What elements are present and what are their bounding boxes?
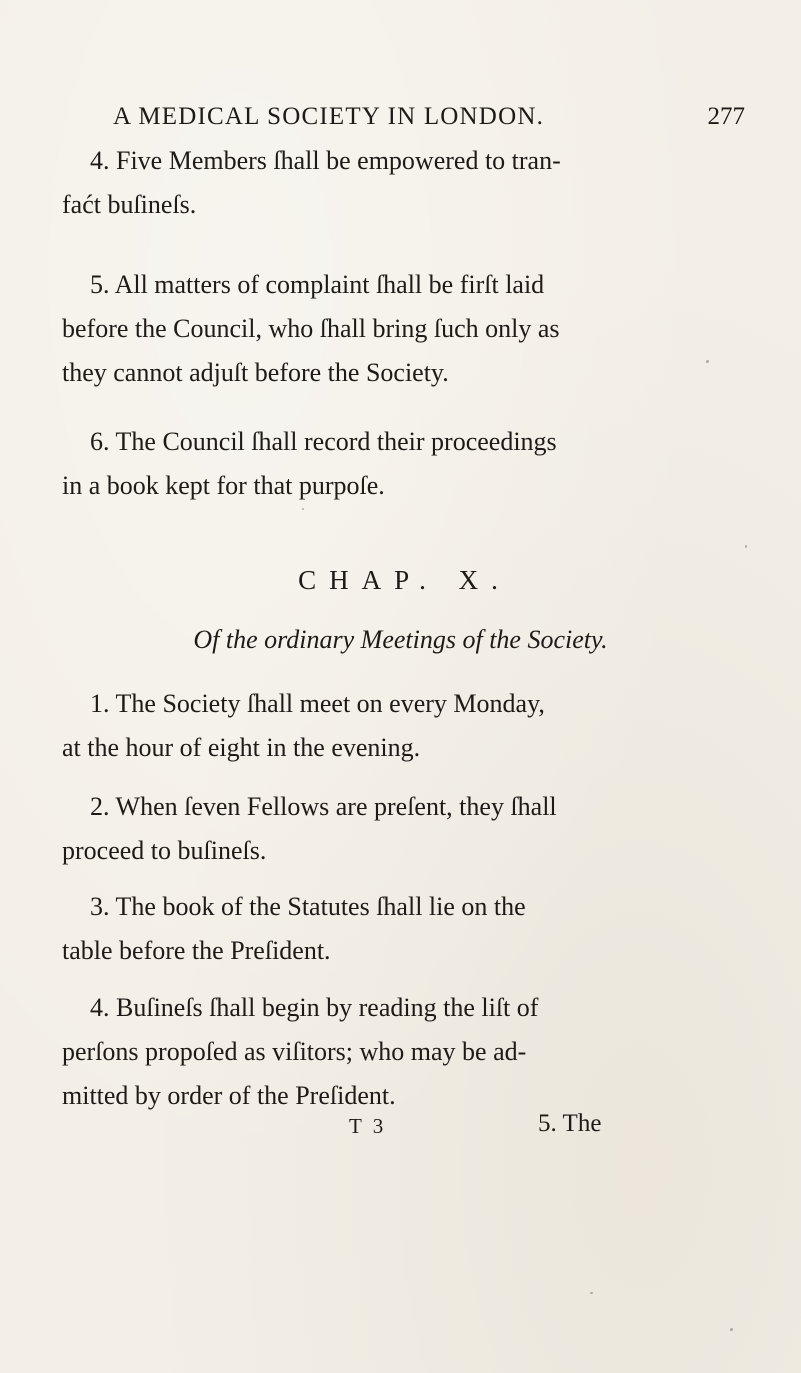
paragraph-line: perſons propoſed as viſitors; who may be ad- — [62, 1037, 527, 1066]
paragraph-rule-6 — [62, 420, 682, 508]
paper-speck — [590, 1292, 593, 1294]
paragraph-line: mitted by order of the Preſident. — [62, 1081, 396, 1110]
paragraph-line: they cannot adjuſt before the Society. — [62, 358, 449, 387]
paragraph-rule-4b — [62, 986, 682, 1118]
paragraph-line: 1. The Society ſhall meet on every Monday, — [90, 689, 545, 718]
signature-mark: T 3 — [349, 1114, 387, 1138]
paragraph-rule-5 — [62, 263, 682, 395]
paragraph-rule-2 — [62, 785, 682, 873]
paragraph-line: 4. Five Members ſhall be empowered to tran- — [90, 146, 561, 175]
paragraph-line: 6. The Council ſhall record their proceedings — [90, 427, 557, 456]
page-footer — [0, 1110, 801, 1150]
running-title: A MEDICAL SOCIETY IN LONDON. — [113, 103, 545, 130]
paragraph-rule-4 — [62, 139, 682, 227]
paragraph-line: at the hour of eight in the evening. — [62, 733, 421, 762]
paragraph-line: 4. Buſineſs ſhall begin by reading the liſt of — [90, 993, 539, 1022]
paragraph-line: before the Council, who ſhall bring ſuch only as — [62, 314, 560, 343]
page-number: 277 — [707, 103, 745, 130]
paper-speck — [302, 508, 304, 510]
chapter-subtitle: Of the ordinary Meetings of the Society. — [193, 625, 608, 654]
paragraph-line: 3. The book of the Statutes ſhall lie on the — [90, 892, 526, 921]
paragraph-line: in a book kept for that purpoſe. — [62, 471, 385, 500]
paragraph-rule-1 — [62, 682, 682, 770]
paragraph-rule-3 — [62, 885, 682, 973]
chapter-heading: CHAP. X. — [298, 565, 511, 595]
paper-speck — [706, 360, 709, 363]
catchword: 5. The — [538, 1110, 602, 1137]
paper-speck — [745, 545, 747, 548]
paragraph-line: faćt buſineſs. — [62, 190, 197, 219]
paper-speck — [730, 1328, 733, 1331]
paragraph-line: 2. When ſeven Fellows are preſent, they ſhall — [90, 792, 557, 821]
paragraph-line: proceed to buſineſs. — [62, 836, 267, 865]
paragraph-line: 5. All matters of complaint ſhall be firſt laid — [90, 270, 545, 299]
paragraph-line: table before the Preſident. — [62, 936, 331, 965]
